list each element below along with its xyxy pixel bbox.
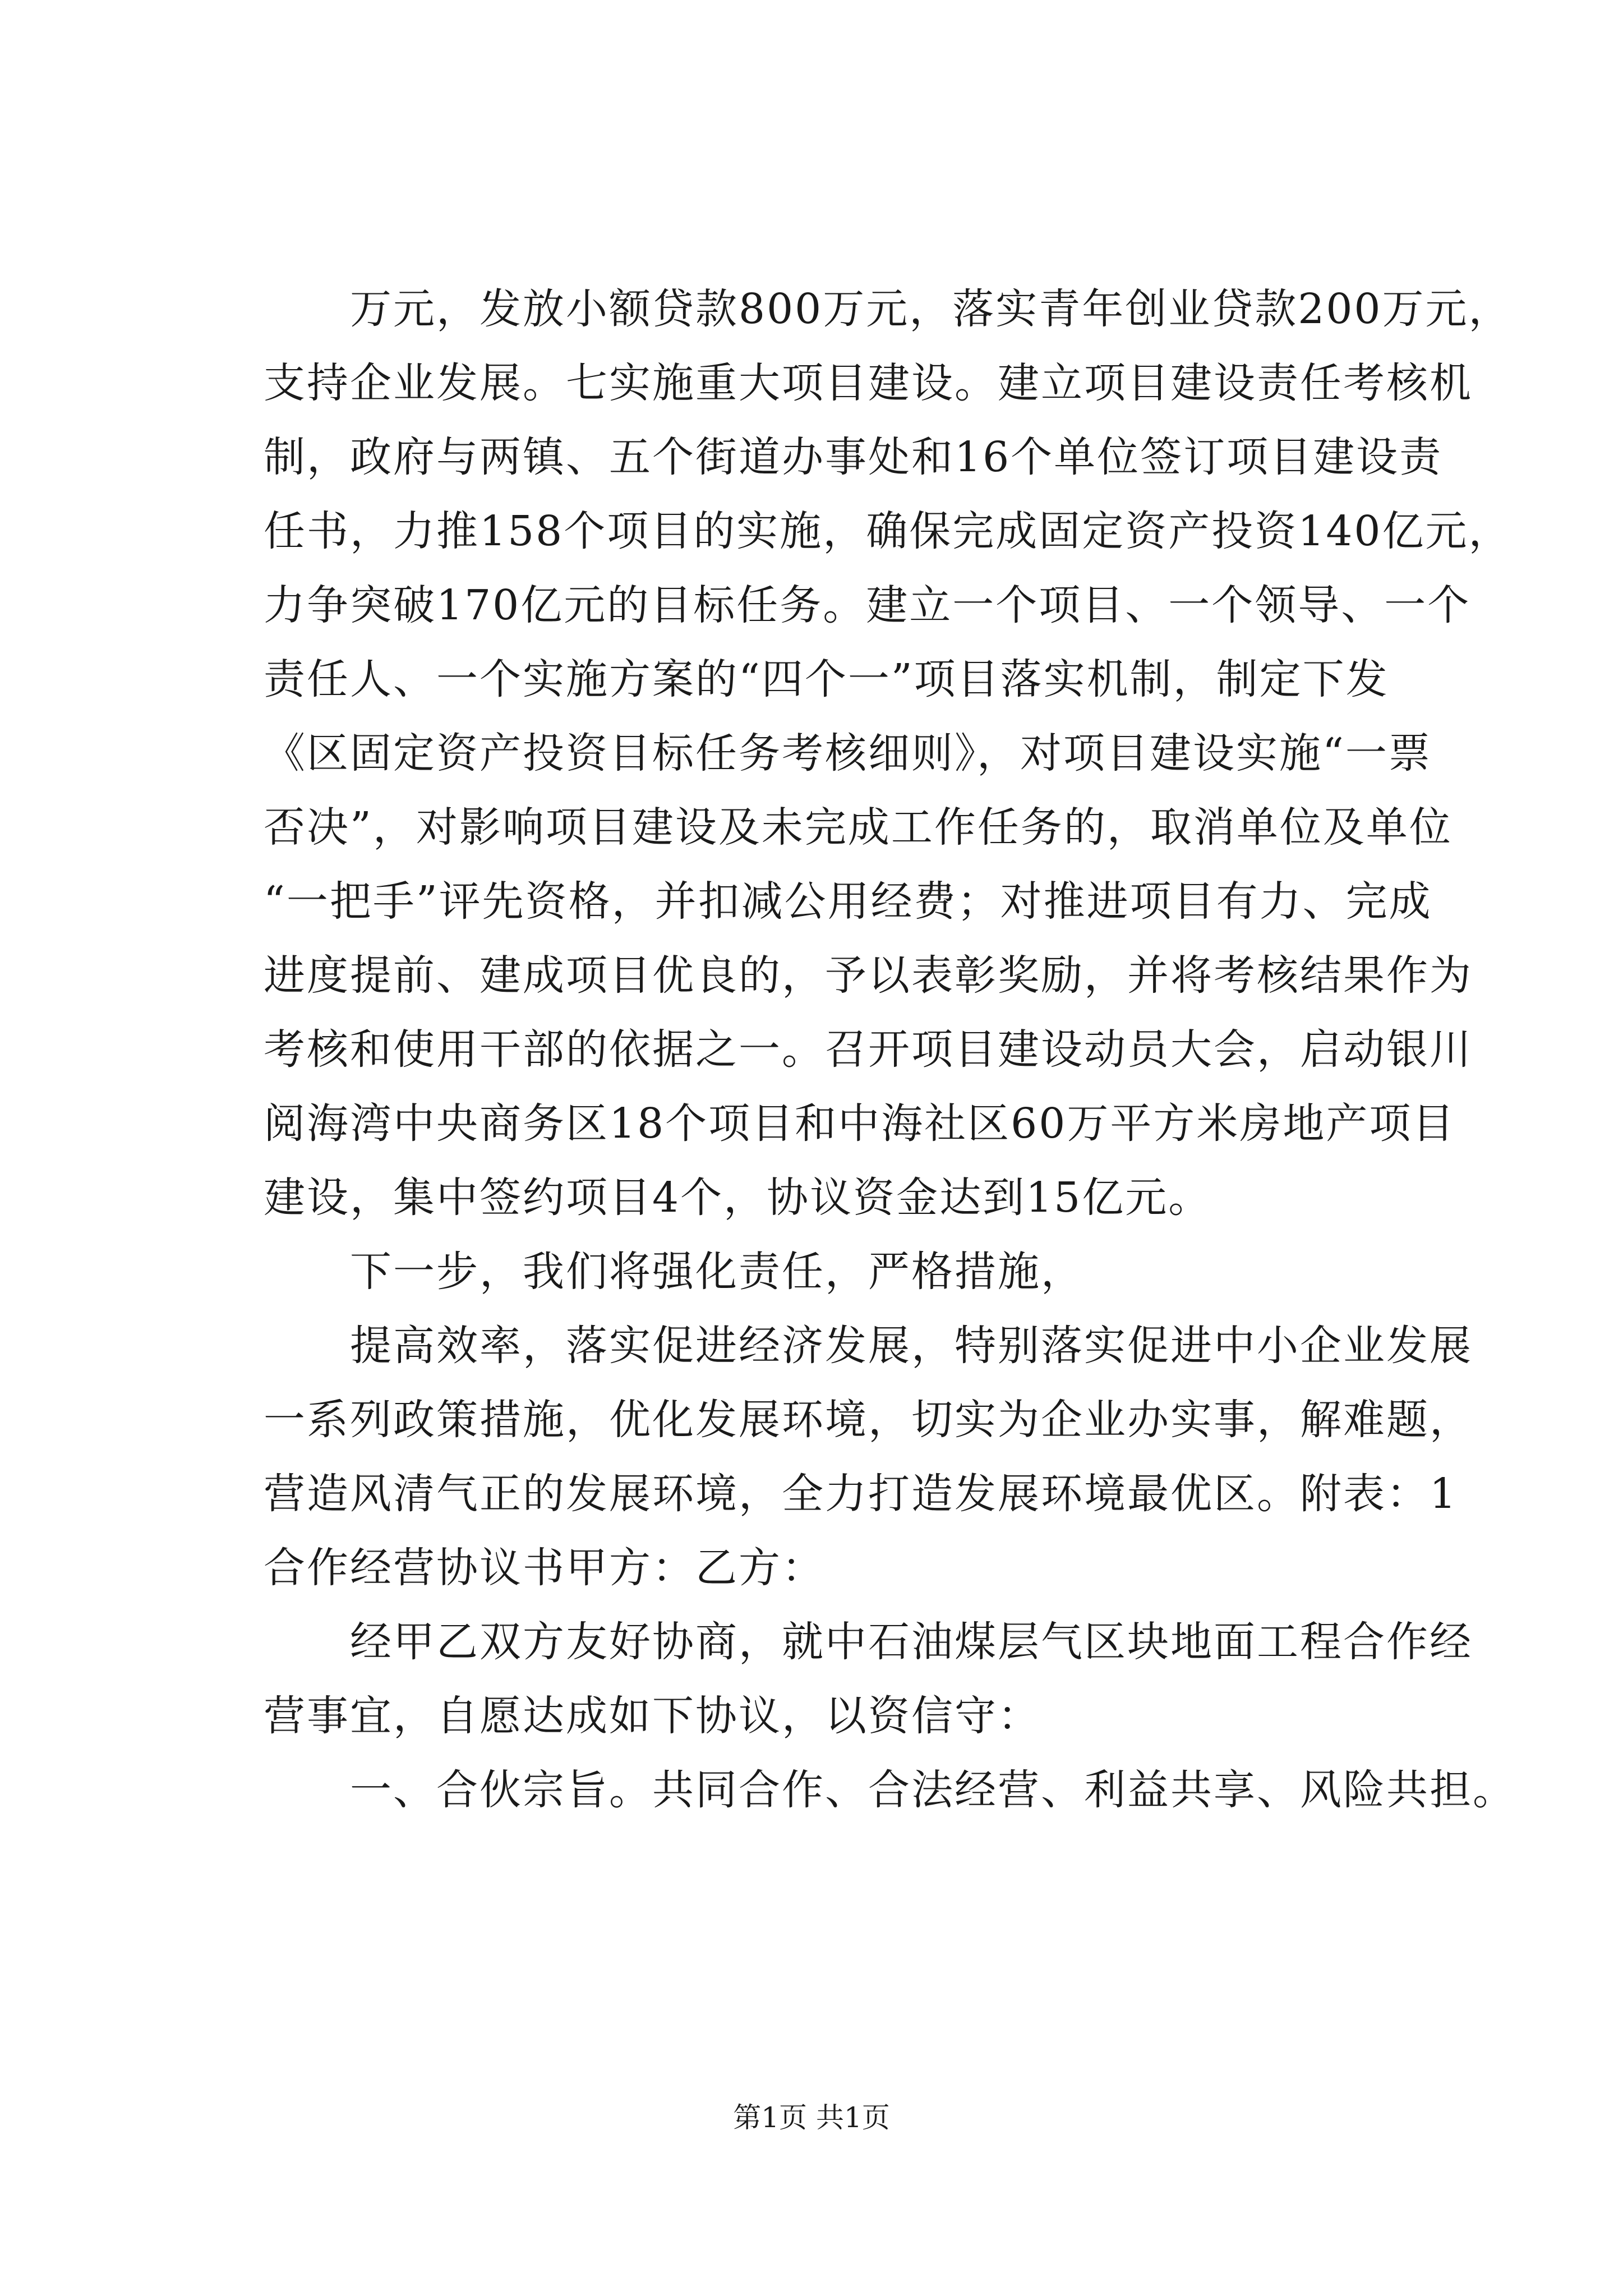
text-line: 《区固定资产投资目标任务考核细则》，对项目建设实施“一票	[264, 729, 1432, 777]
text-line: 责任人、一个实施方案的“四个一”项目落实机制，制定下发	[264, 655, 1389, 703]
text-line: 营事宜，自愿达成如下协议，以资信守：	[264, 1692, 1041, 1740]
text-line: 支持企业发展。七实施重大项目建设。建立项目建设责任考核机	[264, 359, 1473, 407]
text-line: 营造风清气正的发展环境，全力打造发展环境最优区。附表：1	[264, 1470, 1458, 1518]
text-line: 下一步，我们将强化责任，严格措施，	[264, 1248, 1084, 1296]
text-line: 万元，发放小额贷款800万元，落实青年创业贷款200万元，	[264, 285, 1512, 333]
text-line: 建设，集中签约项目4个，协议资金达到15亿元。	[264, 1174, 1212, 1222]
text-line: 考核和使用干部的依据之一。召开项目建设动员大会，启动银川	[264, 1025, 1473, 1074]
text-line: 一、合伙宗旨。共同合作、合法经营、利益共享、风险共担。	[264, 1766, 1516, 1814]
text-line: 一系列政策措施，优化发展环境，切实为企业办实事，解难题，	[264, 1396, 1473, 1444]
page-footer: 第1页 共1页	[733, 2101, 890, 2134]
document-body	[264, 272, 1516, 1827]
text-line: 制，政府与两镇、五个街道办事处和16个单位签订项目建设责	[264, 433, 1443, 481]
text-line: “一把手”评先资格，并扣减公用经费；对推进项目有力、完成	[264, 877, 1432, 926]
text-line: 进度提前、建成项目优良的，予以表彰奖励，并将考核结果作为	[264, 951, 1473, 1000]
text-line: 合作经营协议书甲方：乙方：	[264, 1544, 825, 1592]
text-line: 否决”，对影响项目建设及未完成工作任务的，取消单位及单位	[264, 803, 1453, 852]
text-line: 力争突破170亿元的目标任务。建立一个项目、一个领导、一个	[264, 581, 1471, 629]
text-line: 提高效率，落实促进经济发展，特别落实促进中小企业发展	[264, 1322, 1473, 1370]
text-line: 阅海湾中央商务区18个项目和中海社区60万平方米房地产项目	[264, 1099, 1456, 1148]
text-line: 任书，力推158个项目的实施，确保完成固定资产投资140亿元，	[264, 507, 1512, 555]
text-line: 经甲乙双方友好协商，就中石油煤层气区块地面工程合作经	[264, 1618, 1473, 1666]
